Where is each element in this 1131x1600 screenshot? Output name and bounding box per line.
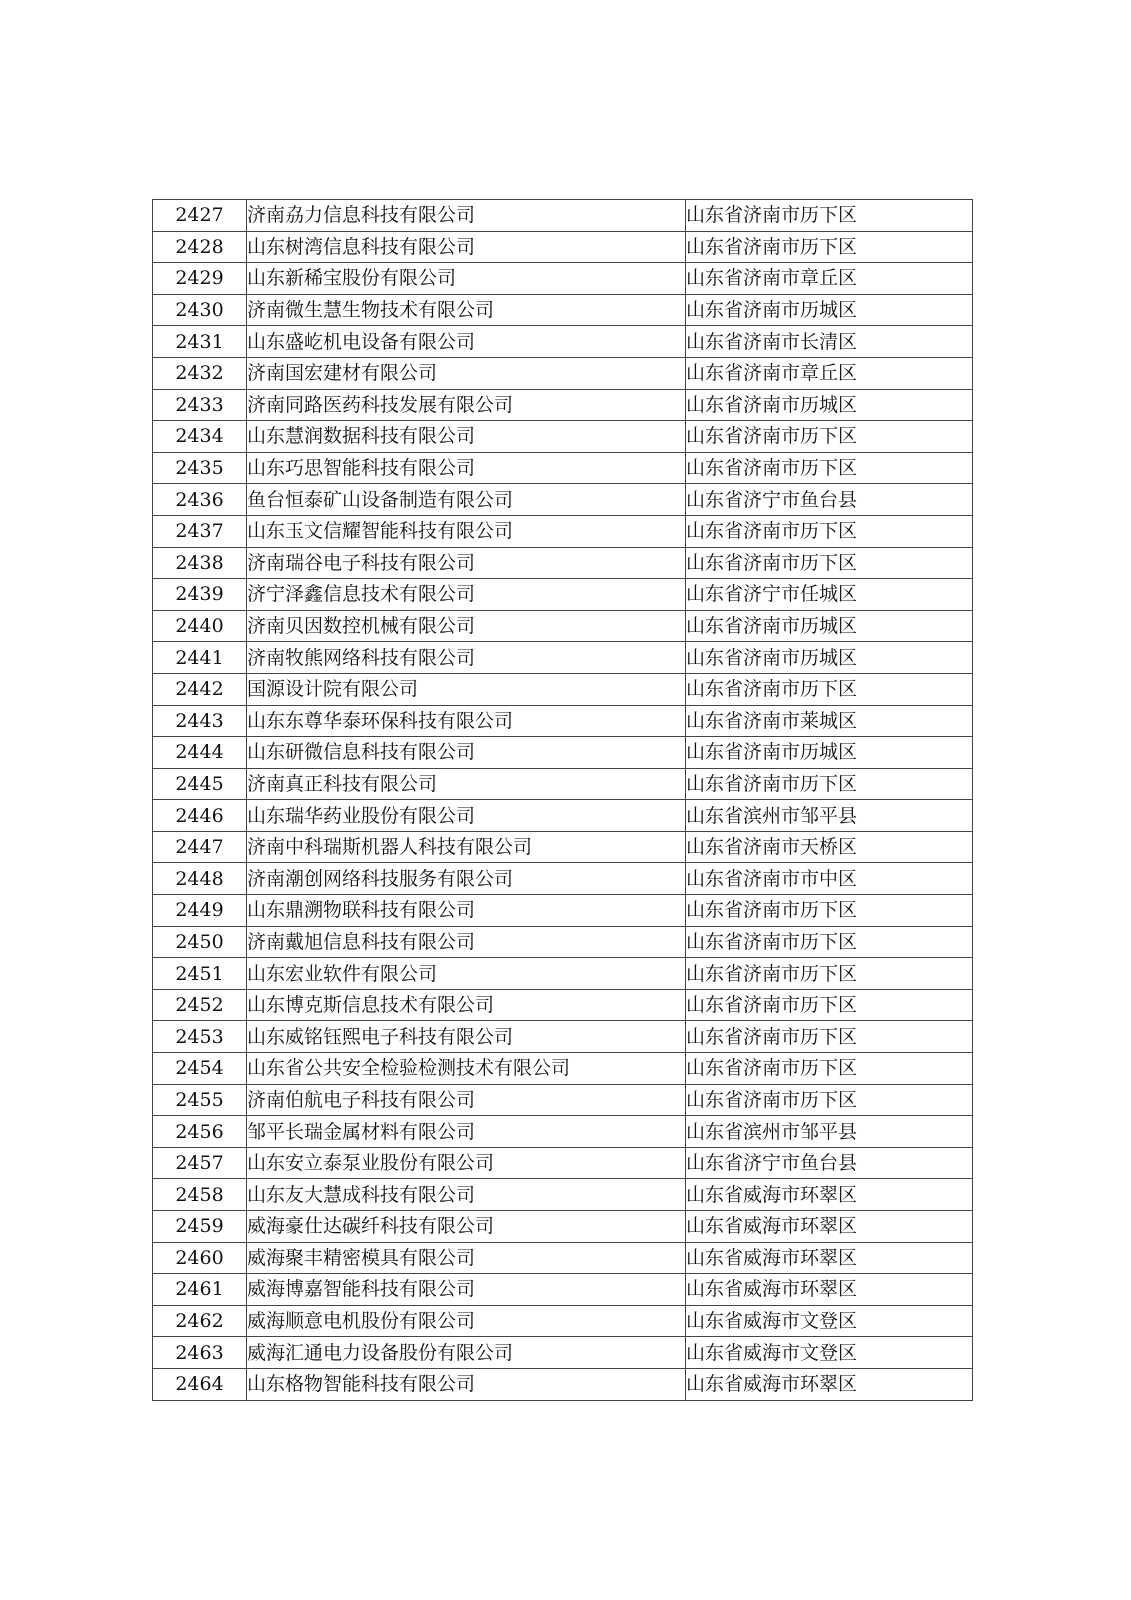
company-name: 山东树湾信息科技有限公司 [247, 231, 686, 263]
company-location: 山东省威海市环翠区 [686, 1179, 973, 1211]
table-row [153, 294, 973, 326]
table-row [153, 1368, 973, 1400]
table-row [153, 737, 973, 769]
company-location: 山东省济南市历城区 [686, 642, 973, 674]
company-name: 威海顺意电机股份有限公司 [247, 1305, 686, 1337]
table-row [153, 326, 973, 358]
company-location: 山东省济南市长清区 [686, 326, 973, 358]
company-location: 山东省济南市历下区 [686, 231, 973, 263]
row-number: 2435 [153, 452, 247, 484]
table-row [153, 263, 973, 295]
company-location: 山东省威海市环翠区 [686, 1211, 973, 1243]
table-row [153, 357, 973, 389]
company-name: 山东威铭钰熙电子科技有限公司 [247, 1021, 686, 1053]
company-name: 威海豪仕达碳纤科技有限公司 [247, 1211, 686, 1243]
row-number: 2444 [153, 737, 247, 769]
company-name: 济南戴旭信息科技有限公司 [247, 926, 686, 958]
company-location: 山东省济南市历城区 [686, 389, 973, 421]
table-row [153, 926, 973, 958]
company-name: 山东巧思智能科技有限公司 [247, 452, 686, 484]
row-number: 2454 [153, 1053, 247, 1085]
table-row [153, 1147, 973, 1179]
company-name: 济南贝因数控机械有限公司 [247, 610, 686, 642]
company-location: 山东省威海市文登区 [686, 1337, 973, 1369]
table-row [153, 989, 973, 1021]
company-name: 济南劦力信息科技有限公司 [247, 200, 686, 232]
company-location: 山东省济南市历下区 [686, 895, 973, 927]
table-row [153, 1274, 973, 1306]
company-name: 山东省公共安全检验检测技术有限公司 [247, 1053, 686, 1085]
row-number: 2461 [153, 1274, 247, 1306]
table-row [153, 1305, 973, 1337]
table-row [153, 958, 973, 990]
table-row [153, 610, 973, 642]
company-location: 山东省济南市历城区 [686, 737, 973, 769]
row-number: 2436 [153, 484, 247, 516]
company-location: 山东省济宁市鱼台县 [686, 1147, 973, 1179]
table-row [153, 768, 973, 800]
table-row [153, 515, 973, 547]
table-row [153, 863, 973, 895]
row-number: 2449 [153, 895, 247, 927]
company-name: 山东东尊华泰环保科技有限公司 [247, 705, 686, 737]
company-location: 山东省滨州市邹平县 [686, 800, 973, 832]
table-row [153, 1242, 973, 1274]
row-number: 2431 [153, 326, 247, 358]
row-number: 2447 [153, 831, 247, 863]
row-number: 2434 [153, 421, 247, 453]
company-name: 山东鼎溯物联科技有限公司 [247, 895, 686, 927]
row-number: 2462 [153, 1305, 247, 1337]
company-location: 山东省济南市历下区 [686, 515, 973, 547]
company-name: 山东博克斯信息技术有限公司 [247, 989, 686, 1021]
company-name: 济南国宏建材有限公司 [247, 357, 686, 389]
company-location: 山东省济南市历下区 [686, 926, 973, 958]
company-name: 山东新稀宝股份有限公司 [247, 263, 686, 295]
row-number: 2429 [153, 263, 247, 295]
row-number: 2445 [153, 768, 247, 800]
company-name: 威海汇通电力设备股份有限公司 [247, 1337, 686, 1369]
company-name: 威海博嘉智能科技有限公司 [247, 1274, 686, 1306]
company-location: 山东省济南市历下区 [686, 452, 973, 484]
table-row [153, 452, 973, 484]
table-row [153, 895, 973, 927]
row-number: 2452 [153, 989, 247, 1021]
table-row [153, 673, 973, 705]
row-number: 2446 [153, 800, 247, 832]
row-number: 2439 [153, 579, 247, 611]
company-location: 山东省济南市市中区 [686, 863, 973, 895]
company-location: 山东省威海市环翠区 [686, 1368, 973, 1400]
company-location: 山东省济南市章丘区 [686, 357, 973, 389]
company-location: 山东省济南市历城区 [686, 294, 973, 326]
table-row [153, 642, 973, 674]
company-location: 山东省济南市天桥区 [686, 831, 973, 863]
company-name: 山东盛屹机电设备有限公司 [247, 326, 686, 358]
row-number: 2463 [153, 1337, 247, 1369]
company-location: 山东省济南市历下区 [686, 958, 973, 990]
company-location: 山东省济宁市鱼台县 [686, 484, 973, 516]
table-row [153, 200, 973, 232]
table-row [153, 1053, 973, 1085]
row-number: 2464 [153, 1368, 247, 1400]
company-table [152, 199, 973, 1401]
company-name: 山东瑞华药业股份有限公司 [247, 800, 686, 832]
company-name: 山东格物智能科技有限公司 [247, 1368, 686, 1400]
company-name: 济南瑞谷电子科技有限公司 [247, 547, 686, 579]
row-number: 2441 [153, 642, 247, 674]
company-name: 山东友大慧成科技有限公司 [247, 1179, 686, 1211]
company-location: 山东省济南市历下区 [686, 1053, 973, 1085]
company-name: 山东玉文信耀智能科技有限公司 [247, 515, 686, 547]
company-location: 山东省威海市环翠区 [686, 1242, 973, 1274]
table-row [153, 1021, 973, 1053]
company-name: 鱼台恒泰矿山设备制造有限公司 [247, 484, 686, 516]
company-location: 山东省威海市环翠区 [686, 1274, 973, 1306]
row-number: 2458 [153, 1179, 247, 1211]
company-location: 山东省济南市历下区 [686, 421, 973, 453]
row-number: 2448 [153, 863, 247, 895]
table-row [153, 421, 973, 453]
row-number: 2453 [153, 1021, 247, 1053]
company-name: 山东安立泰泵业股份有限公司 [247, 1147, 686, 1179]
company-name: 济南潮创网络科技服务有限公司 [247, 863, 686, 895]
company-name: 威海聚丰精密模具有限公司 [247, 1242, 686, 1274]
company-name: 济宁泽鑫信息技术有限公司 [247, 579, 686, 611]
table-row [153, 579, 973, 611]
table-row [153, 705, 973, 737]
table-row [153, 547, 973, 579]
row-number: 2428 [153, 231, 247, 263]
table-row [153, 1116, 973, 1148]
table-row [153, 1211, 973, 1243]
company-location: 山东省济南市历下区 [686, 673, 973, 705]
row-number: 2432 [153, 357, 247, 389]
company-location: 山东省济南市莱城区 [686, 705, 973, 737]
company-name: 济南伯航电子科技有限公司 [247, 1084, 686, 1116]
company-location: 山东省济南市历下区 [686, 1084, 973, 1116]
table-row [153, 389, 973, 421]
row-number: 2457 [153, 1147, 247, 1179]
row-number: 2433 [153, 389, 247, 421]
table-row [153, 231, 973, 263]
company-name: 济南同路医药科技发展有限公司 [247, 389, 686, 421]
company-name: 山东慧润数据科技有限公司 [247, 421, 686, 453]
company-location: 山东省济宁市任城区 [686, 579, 973, 611]
row-number: 2438 [153, 547, 247, 579]
table-row [153, 831, 973, 863]
company-location: 山东省威海市文登区 [686, 1305, 973, 1337]
row-number: 2430 [153, 294, 247, 326]
row-number: 2440 [153, 610, 247, 642]
row-number: 2442 [153, 673, 247, 705]
table-row [153, 1337, 973, 1369]
row-number: 2451 [153, 958, 247, 990]
row-number: 2460 [153, 1242, 247, 1274]
company-table-body [153, 200, 973, 1401]
row-number: 2427 [153, 200, 247, 232]
company-name: 山东宏业软件有限公司 [247, 958, 686, 990]
row-number: 2443 [153, 705, 247, 737]
company-name: 国源设计院有限公司 [247, 673, 686, 705]
table-row [153, 800, 973, 832]
row-number: 2456 [153, 1116, 247, 1148]
row-number: 2455 [153, 1084, 247, 1116]
table-row [153, 1179, 973, 1211]
company-location: 山东省济南市历下区 [686, 989, 973, 1021]
company-name: 邹平长瑞金属材料有限公司 [247, 1116, 686, 1148]
company-location: 山东省滨州市邹平县 [686, 1116, 973, 1148]
table-row [153, 1084, 973, 1116]
company-location: 山东省济南市历下区 [686, 768, 973, 800]
company-name: 济南微生慧生物技术有限公司 [247, 294, 686, 326]
company-location: 山东省济南市历下区 [686, 200, 973, 232]
row-number: 2459 [153, 1211, 247, 1243]
company-location: 山东省济南市历城区 [686, 610, 973, 642]
company-name: 山东研微信息科技有限公司 [247, 737, 686, 769]
company-name: 济南中科瑞斯机器人科技有限公司 [247, 831, 686, 863]
table-row [153, 484, 973, 516]
company-name: 济南真正科技有限公司 [247, 768, 686, 800]
company-name: 济南牧熊网络科技有限公司 [247, 642, 686, 674]
row-number: 2437 [153, 515, 247, 547]
company-location: 山东省济南市章丘区 [686, 263, 973, 295]
row-number: 2450 [153, 926, 247, 958]
company-location: 山东省济南市历下区 [686, 1021, 973, 1053]
company-location: 山东省济南市历下区 [686, 547, 973, 579]
